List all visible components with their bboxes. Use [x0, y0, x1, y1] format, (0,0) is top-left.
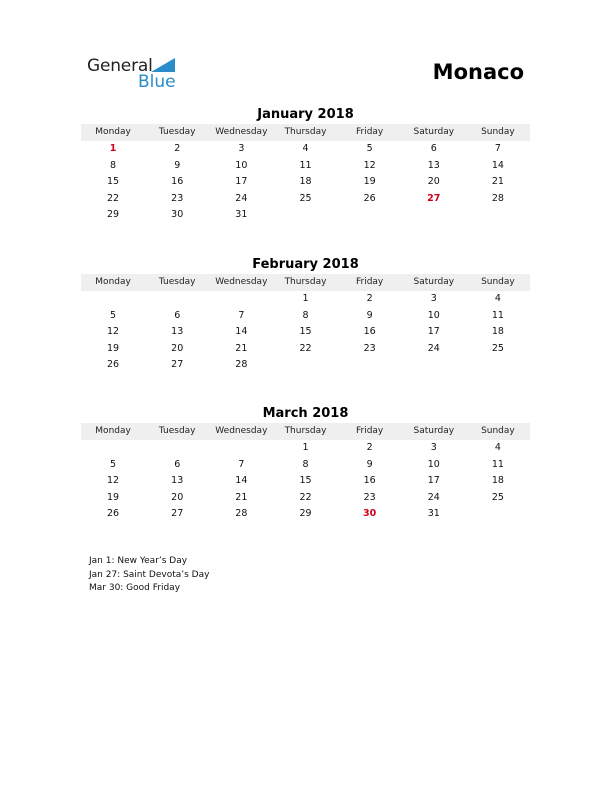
- day-cell: 23: [171, 192, 184, 204]
- day-cell: 26: [363, 192, 376, 204]
- weekday-label: Thursday: [284, 127, 327, 137]
- week-row: [81, 506, 530, 523]
- day-cell: 7: [494, 143, 501, 154]
- day-cell: 10: [235, 159, 248, 171]
- brand-logo-blue: Blue: [138, 72, 176, 92]
- day-cell: 13: [427, 159, 440, 171]
- day-cell: 25: [299, 192, 312, 204]
- day-cell: 25: [491, 491, 504, 503]
- day-cell: 4: [494, 293, 501, 304]
- day-cell: 28: [235, 359, 248, 371]
- day-cell: 4: [494, 442, 501, 453]
- day-cell: 5: [110, 309, 117, 321]
- day-cell: 23: [363, 491, 376, 503]
- day-cell: 19: [107, 491, 120, 503]
- day-cell: 21: [491, 176, 504, 188]
- day-cell: 22: [299, 491, 312, 503]
- day-cell: 28: [235, 508, 248, 520]
- week-row: [81, 473, 530, 490]
- day-cell: 21: [235, 342, 248, 354]
- day-cell: 30: [171, 209, 184, 221]
- weekday-label: Friday: [355, 426, 384, 436]
- week-row: [81, 457, 530, 474]
- country-title: Monaco: [432, 60, 524, 84]
- day-cell: 12: [107, 475, 120, 487]
- day-cell: 10: [427, 458, 440, 470]
- day-cell: 22: [107, 192, 120, 204]
- weekday-label: Sunday: [481, 426, 515, 436]
- week-row: [81, 141, 530, 158]
- day-cell: 14: [235, 326, 248, 338]
- holiday-note: Jan 27: Saint Devota’s Day: [89, 569, 210, 580]
- day-cell: 3: [238, 143, 245, 154]
- day-cell: 2: [174, 143, 181, 154]
- day-cell: 17: [427, 326, 440, 338]
- day-cell: 12: [107, 326, 120, 338]
- day-cell: [402, 357, 466, 374]
- day-cell: 27: [171, 508, 184, 520]
- weekday-label: Monday: [95, 277, 131, 287]
- day-cell: 19: [107, 342, 120, 354]
- day-cell: [145, 440, 209, 457]
- day-cell: 9: [366, 458, 373, 470]
- month-title: March 2018: [262, 406, 349, 421]
- day-cell: 30: [363, 508, 377, 520]
- month-title: January 2018: [257, 107, 354, 122]
- day-cell: 14: [235, 475, 248, 487]
- weekday-label: Sunday: [481, 277, 515, 287]
- week-row: [81, 291, 530, 308]
- day-cell: 20: [171, 491, 184, 503]
- day-cell: 18: [491, 475, 504, 487]
- day-cell: 8: [110, 159, 117, 171]
- month-block: [81, 107, 530, 224]
- holiday-note: Mar 30: Good Friday: [89, 583, 181, 593]
- day-cell: 20: [171, 342, 184, 354]
- day-cell: [273, 357, 337, 374]
- day-cell: 3: [430, 293, 437, 304]
- day-cell: 12: [363, 159, 376, 171]
- weekday-header: [81, 274, 530, 291]
- day-cell: 1: [302, 442, 309, 453]
- weekday-label: Wednesday: [215, 426, 268, 436]
- day-cell: 18: [491, 326, 504, 338]
- day-cell: 9: [366, 309, 373, 321]
- day-cell: [209, 440, 273, 457]
- day-cell: 20: [427, 176, 440, 188]
- day-cell: 9: [174, 159, 181, 171]
- holiday-notes: [89, 555, 209, 596]
- week-row: [81, 191, 530, 208]
- day-cell: [402, 207, 466, 224]
- day-cell: 1: [302, 293, 309, 304]
- day-cell: 11: [299, 159, 312, 171]
- weekday-label: Thursday: [284, 426, 327, 436]
- weekday-label: Friday: [355, 277, 384, 287]
- day-cell: 26: [107, 508, 120, 520]
- day-cell: 19: [363, 176, 376, 188]
- day-cell: 31: [427, 508, 440, 520]
- week-row: [81, 207, 530, 224]
- weekday-label: Monday: [95, 426, 131, 436]
- day-cell: 6: [174, 309, 181, 321]
- day-cell: 13: [171, 475, 184, 487]
- weekday-label: Thursday: [284, 277, 327, 287]
- day-cell: 16: [171, 176, 184, 188]
- day-cell: 31: [235, 209, 248, 221]
- month-title: February 2018: [252, 257, 359, 272]
- day-cell: 27: [171, 359, 184, 371]
- week-row: [81, 174, 530, 191]
- weekday-label: Sunday: [481, 127, 515, 137]
- day-cell: 27: [427, 192, 441, 204]
- day-cell: [338, 207, 402, 224]
- week-row: [81, 158, 530, 175]
- brand-logo: [87, 56, 197, 92]
- day-cell: 18: [299, 176, 312, 188]
- day-cell: 21: [235, 491, 248, 503]
- day-cell: 6: [174, 458, 181, 470]
- weekday-label: Tuesday: [158, 277, 196, 287]
- day-cell: [81, 440, 145, 457]
- weekday-label: Saturday: [413, 277, 455, 287]
- day-cell: 25: [491, 342, 504, 354]
- month-block: [81, 406, 530, 523]
- day-cell: 15: [299, 475, 312, 487]
- day-cell: 24: [235, 192, 248, 204]
- day-cell: 16: [363, 475, 376, 487]
- day-cell: 6: [430, 143, 437, 154]
- day-cell: 17: [427, 475, 440, 487]
- weekday-header: [81, 124, 530, 141]
- day-cell: [145, 291, 209, 308]
- day-cell: [209, 291, 273, 308]
- brand-logo-triangle-icon: [151, 58, 175, 72]
- day-cell: 26: [107, 359, 120, 371]
- day-cell: [466, 506, 530, 523]
- day-cell: [338, 357, 402, 374]
- weekday-label: Saturday: [413, 426, 455, 436]
- day-cell: [81, 291, 145, 308]
- holiday-note: Jan 1: New Year’s Day: [89, 556, 188, 566]
- day-cell: 4: [302, 143, 309, 154]
- week-row: [81, 357, 530, 374]
- day-cell: 24: [427, 491, 440, 503]
- month-block: [81, 257, 530, 374]
- day-cell: 7: [238, 458, 245, 470]
- week-row: [81, 490, 530, 507]
- weekday-label: Friday: [355, 127, 384, 137]
- day-cell: 14: [491, 159, 504, 171]
- day-cell: [466, 207, 530, 224]
- day-cell: 23: [363, 342, 376, 354]
- day-cell: 5: [366, 143, 373, 154]
- day-cell: 16: [363, 326, 376, 338]
- day-cell: 22: [299, 342, 312, 354]
- day-cell: 24: [427, 342, 440, 354]
- day-cell: 11: [491, 309, 504, 321]
- day-cell: 7: [238, 309, 245, 321]
- weekday-label: Wednesday: [215, 127, 268, 137]
- weekday-label: Tuesday: [158, 127, 196, 137]
- day-cell: 15: [107, 176, 120, 188]
- day-cell: 28: [491, 192, 504, 204]
- day-cell: 1: [109, 143, 117, 154]
- week-row: [81, 324, 530, 341]
- day-cell: 3: [430, 442, 437, 453]
- day-cell: 29: [107, 209, 120, 221]
- day-cell: 2: [366, 293, 373, 304]
- day-cell: 10: [427, 309, 440, 321]
- weekday-label: Wednesday: [215, 277, 268, 287]
- day-cell: 11: [491, 458, 504, 470]
- day-cell: [466, 357, 530, 374]
- day-cell: 29: [299, 508, 312, 520]
- weekday-header: [81, 423, 530, 440]
- day-cell: 13: [171, 326, 184, 338]
- weekday-label: Saturday: [413, 127, 455, 137]
- day-cell: 17: [235, 176, 248, 188]
- day-cell: 2: [366, 442, 373, 453]
- week-row: [81, 308, 530, 325]
- day-cell: 15: [299, 326, 312, 338]
- day-cell: 5: [110, 458, 117, 470]
- week-row: [81, 440, 530, 457]
- week-row: [81, 341, 530, 358]
- weekday-label: Tuesday: [158, 426, 196, 436]
- day-cell: [273, 207, 337, 224]
- day-cell: 8: [302, 309, 309, 321]
- day-cell: 8: [302, 458, 309, 470]
- weekday-label: Monday: [95, 127, 131, 137]
- brand-logo-general: General: [87, 56, 153, 76]
